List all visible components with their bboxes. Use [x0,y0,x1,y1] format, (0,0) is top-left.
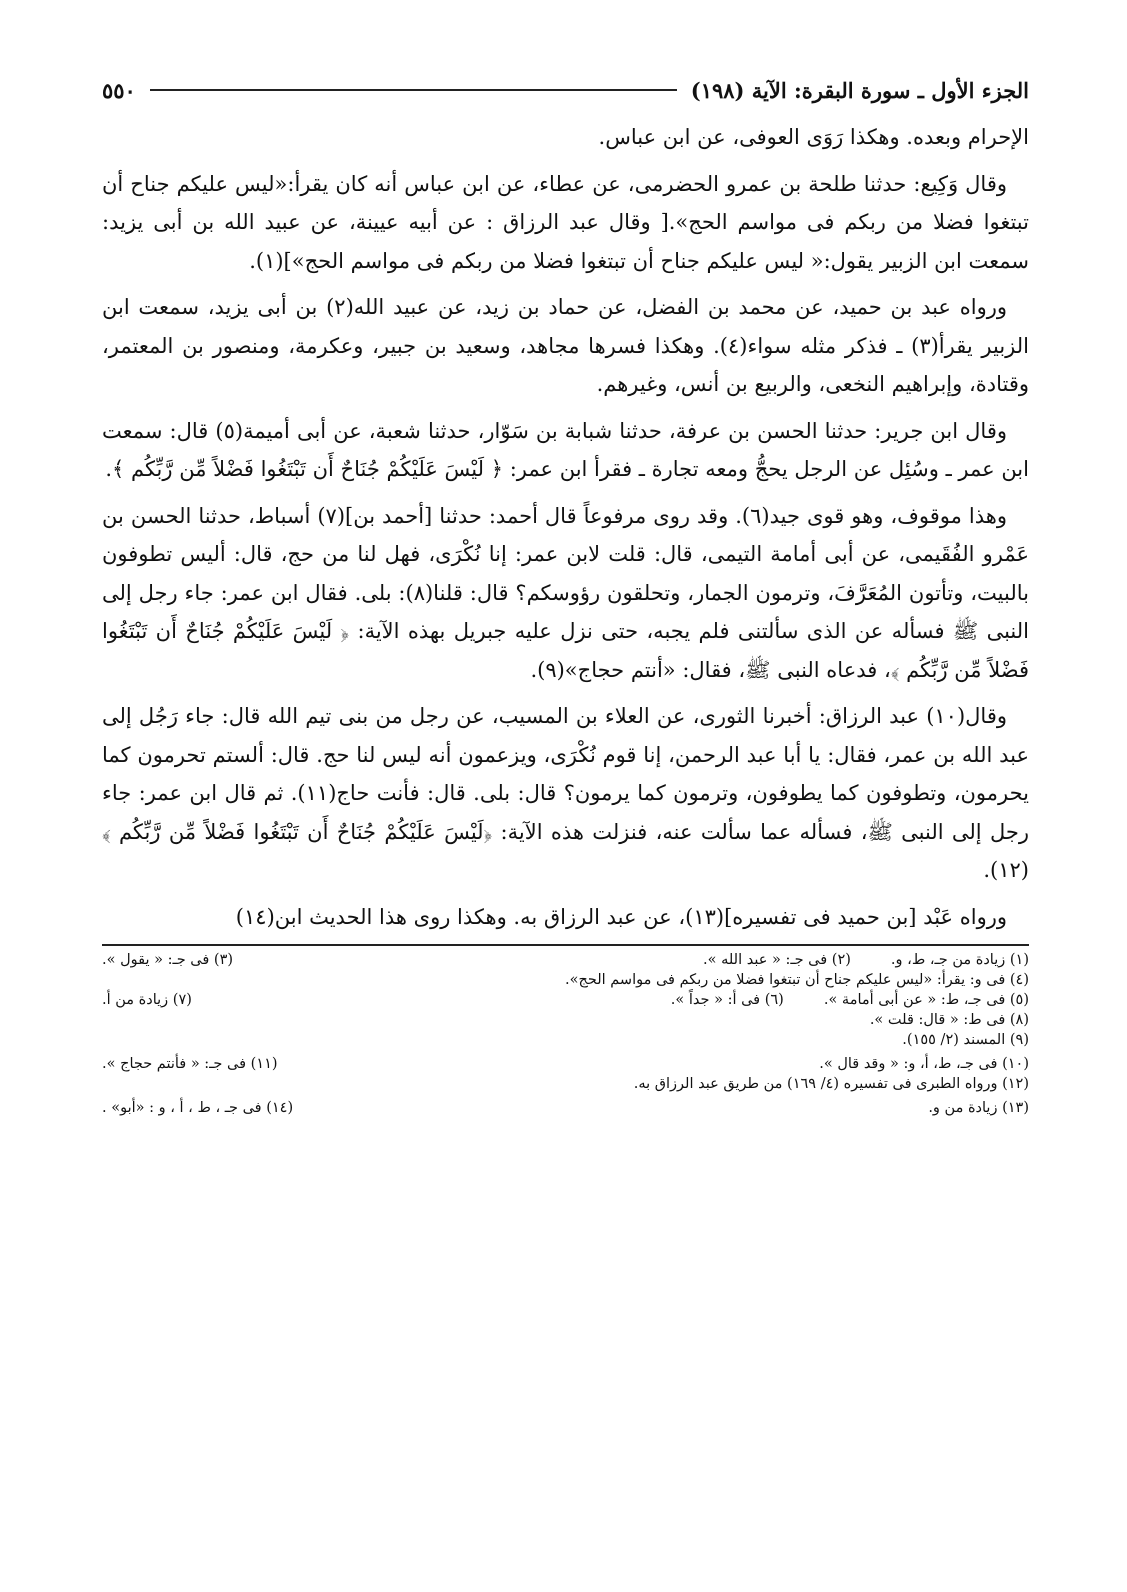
footnote: (٣) فى جـ: « يقول ». [102,952,234,968]
footnote-row [102,950,1029,970]
paragraph: وقال(١٠) عبد الرزاق: أخبرنا الثورى، عن العلاء بن المسيب، عن رجل من بنى تيم الله قال: جاء رَجُل إلى عبد الله بن عمر، فقال: يا أبا عبد الرحمن، إنا قوم نُكْرَى، ويزعمون أنه ليس لنا حج. قال: ألستم تحرمون كما يحرمون، وتطوفون كما يطوفون، وترمون كما يرمون؟ قال: بلى. قال: فأنت حاج(١١). ثم قال ابن عمر: جاء رجل إلى النبى ﷺ، فسأله عما سألت عنه، فنزلت هذه الآية: ﴿لَيْسَ عَلَيْكُمْ جُنَاحٌ أَن تَبْتَغُوا فَضْلاً مِّن رَّبِّكُم ﴾(١٢). [102,704,1030,882]
footnote: (١٠) فى جـ، ط، أ، و: « وقد قال ». [819,1056,1029,1072]
page-number: ٥٥٠ [102,77,136,103]
footnote: (١٤) فى جـ ، ط ، أ ، و : «أبو» . [102,1100,294,1116]
footnote: (٢) فى جـ: « عبد الله ». [703,952,851,968]
paragraph: وهذا موقوف، وهو قوى جيد(٦). وقد روى مرفوعاً قال أحمد: حدثنا [أحمد بن](٧) أسباط، حدثنا الحسن بن عَمْرو الفُقَيمى، عن أبى أمامة التيمى، قال: قلت لابن عمر: إنا نُكْرَى، فهل لنا من حج، قال: أليس تطوفون بالبيت، وتأتون المُعَرَّفَ، وترمون الجمار، وتحلقون رؤوسكم؟ قال: قلنا(٨): بلى. فقال ابن عمر: جاء رجل إلى النبى ﷺ فسأله عن الذى سألتنى فلم يجبه، حتى نزل عليه جبريل بهذه الآية: ﴿ لَيْسَ عَلَيْكُمْ جُنَاحٌ أَن تَبْتَغُوا فَضْلاً مِّن رَّبِّكُم ﴾، فدعاه النبى ﷺ، فقال: «أنتم حجاج»(٩). [102,503,1029,682]
book-page [102,70,1029,1570]
running-header [102,70,1029,110]
footnote-row [102,1030,1029,1050]
footnote-row [102,1098,1029,1118]
main-text [102,118,1029,936]
paragraph: وقال ابن جرير: حدثنا الحسن بن عرفة، حدثنا شبابة بن سَوّار، حدثنا شعبة، عن أبى أميمة(٥) قال: سمعت ابن عمر ـ وسُئِل عن الرجل يحجُّ ومعه تجارة ـ فقرأ ابن عمر: ﴿ لَيْسَ عَلَيْكُمْ جُنَاحٌ أَن تَبْتَغُوا فَضْلاً مِّن رَّبِّكُم ﴾. [102,418,1029,481]
footnote: (١١) فى جـ: « فأنتم حجاج ». [102,1056,278,1072]
footnote: (١٢) ورواه الطبرى فى تفسيره (٤/ ١٦٩) من طريق عبد الرزاق به. [633,1076,1029,1092]
footnote: (٤) فى و: يقرأ: «ليس عليكم جناح أن تبتغوا فضلا من ربكم فى مواسم الحج». [565,972,1029,988]
footnotes [102,950,1029,1118]
footnote: (٧) زيادة من أ. [102,992,192,1008]
footnote-row [102,970,1029,990]
footnote: (٥) فى جـ، ط: « عن أبى أمامة ». [823,992,1029,1008]
footnote-separator [102,944,1029,946]
footnote: (٨) فى ط: « قال: قلت ». [869,1012,1029,1028]
footnote-row [102,1010,1029,1030]
paragraph: وقال وَكِيع: حدثنا طلحة بن عمرو الحضرمى، عن عطاء، عن ابن عباس أنه كان يقرأ:«ليس عليكم جناح أن تبتغوا فضلا من ربكم فى مواسم الحج».[ وقال عبد الرزاق : عن أبيه عيينة، عن عبيد الله بن أبى يزيد: سمعت ابن الزبير يقول:« ليس عليكم جناح أن تبتغوا فضلا من ربكم فى مواسم الحج»](١). [102,171,1029,273]
paragraph: الإحرام وبعده. وهكذا رَوَى العوفى، عن ابن عباس. [598,125,1029,149]
paragraph: ورواه عَبْد [بن حميد فى تفسيره](١٣)، عن عبد الرزاق به. وهكذا روى هذا الحديث ابن(١٤) [235,904,1007,929]
running-title: الجزء الأول ـ سورة البقرة: الآية (١٩٨) [690,77,1029,103]
footnote-row [102,1054,1029,1074]
footnote: (١) زيادة من جـ، ط، و. [890,952,1029,968]
footnote: (١٣) زيادة من و. [928,1100,1029,1116]
footnote-row [102,990,1029,1010]
footnote-row [102,1074,1029,1094]
footnote: (٦) فى أ: « جداً ». [670,992,784,1008]
paragraph: ورواه عبد بن حميد، عن محمد بن الفضل، عن حماد بن زيد، عن عبيد الله(٢) بن أبى يزيد، سمعت ابن الزبير يقرأ(٣) ـ فذكر مثله سواء(٤). وهكذا فسرها مجاهد، وسعيد بن جبير، وعكرمة، ومنصور بن المعتمر، وقتادة، وإبراهيم النخعى، والربيع بن أنس، وغيرهم. [102,295,1029,396]
header-rule [150,89,677,91]
footnote: (٩) المسند (٢/ ١٥٥). [902,1032,1029,1048]
